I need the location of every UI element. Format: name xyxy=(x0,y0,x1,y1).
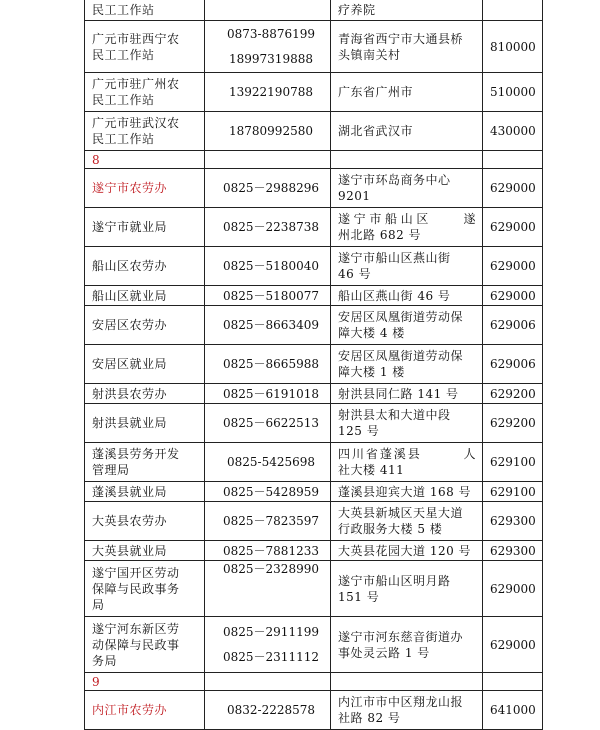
address-cell xyxy=(331,541,483,561)
phone-number: 0825－5180040 xyxy=(223,259,319,273)
office-name-cell xyxy=(85,691,205,730)
address-line: 社大楼 411 xyxy=(338,463,405,477)
address-line: 湖北省武汉市 xyxy=(338,124,414,138)
section-row xyxy=(85,151,543,169)
table-row xyxy=(85,286,543,306)
address-line: 遂宁市船山区 遂 xyxy=(338,212,476,226)
postal-code-cell: 629000 xyxy=(483,247,543,286)
address-cell xyxy=(331,617,483,673)
postal-code-cell: 430000 xyxy=(483,112,543,151)
address-line: 行政服务大楼 5 楼 xyxy=(338,522,443,536)
table-row xyxy=(85,541,543,561)
office-name-cell xyxy=(85,306,205,345)
empty-cell xyxy=(205,151,331,169)
phone-cell xyxy=(205,384,331,404)
address-cell xyxy=(331,345,483,384)
office-name-cell xyxy=(85,617,205,673)
address-line: 障大楼 1 楼 xyxy=(338,365,405,379)
phone-number: 0825－2988296 xyxy=(223,181,319,195)
address-line: 46 号 xyxy=(338,267,372,281)
table-row xyxy=(85,502,543,541)
postal-code-cell xyxy=(483,0,543,21)
address-cell xyxy=(331,691,483,730)
office-name-line: 民工工作站 xyxy=(92,132,155,146)
phone-number: 0825-5425698 xyxy=(226,455,316,469)
address-line: 四川省蓬溪县 人 xyxy=(338,447,476,461)
postal-code-cell: 629200 xyxy=(483,384,543,404)
postal-code-cell: 629000 xyxy=(483,617,543,673)
phone-number: 0832-2228578 xyxy=(226,703,316,717)
office-name-line: 民工工作站 xyxy=(92,93,155,107)
section-number: 8 xyxy=(85,151,205,169)
address-line: 射洪县同仁路 141 号 xyxy=(338,386,459,401)
phone-number: 0825－8663409 xyxy=(223,318,319,332)
postal-code-cell: 629000 xyxy=(483,561,543,617)
address-line: 9201 xyxy=(338,189,371,203)
phone-number: 0825－7823597 xyxy=(223,514,319,528)
postal-code-cell: 629100 xyxy=(483,443,543,482)
contact-directory-body xyxy=(85,0,543,730)
office-name-line: 射洪县农劳办 xyxy=(92,386,168,401)
table-row xyxy=(85,443,543,482)
address-line: 社路 82 号 xyxy=(338,711,401,725)
table-row xyxy=(85,306,543,345)
address-cell xyxy=(331,21,483,73)
office-name-cell xyxy=(85,286,205,306)
phone-cell xyxy=(205,73,331,112)
address-cell xyxy=(331,247,483,286)
phone-number: 0873-8876199 xyxy=(226,27,316,41)
address-line: 广东省广州市 xyxy=(338,85,414,99)
address-cell xyxy=(331,306,483,345)
phone-cell xyxy=(205,112,331,151)
empty-cell xyxy=(483,673,543,691)
office-name-line: 船山区农劳办 xyxy=(92,259,168,273)
address-line: 安居区凤凰街道劳动保 xyxy=(338,310,464,324)
phone-cell xyxy=(205,208,331,247)
address-line: 遂宁市船山区燕山街 xyxy=(338,251,451,265)
postal-code-cell: 641000 xyxy=(483,691,543,730)
office-name-cell xyxy=(85,482,205,502)
phone-number: 0825－8665988 xyxy=(223,357,319,371)
postal-code-cell: 629200 xyxy=(483,404,543,443)
phone-cell xyxy=(205,443,331,482)
phone-number: 0825－6622513 xyxy=(223,416,319,430)
office-name-line: 管理局 xyxy=(92,463,130,477)
address-line: 蓬溪县迎宾大道 168 号 xyxy=(338,484,472,499)
office-name-line: 遂宁市就业局 xyxy=(92,220,168,234)
office-name-line: 民工工作站 xyxy=(92,47,155,62)
office-name-line: 广元市驻武汉农 xyxy=(92,116,180,130)
phone-number: 18997319888 xyxy=(229,52,313,66)
address-cell xyxy=(331,112,483,151)
postal-code-cell: 510000 xyxy=(483,73,543,112)
address-cell xyxy=(331,404,483,443)
section-number: 9 xyxy=(85,673,205,691)
address-line: 安居区凤凰街道劳动保 xyxy=(338,349,464,363)
office-name-cell xyxy=(85,73,205,112)
address-cell xyxy=(331,384,483,404)
empty-cell xyxy=(205,673,331,691)
office-name-line: 大英县农劳办 xyxy=(92,514,168,528)
office-name-cell xyxy=(85,561,205,617)
address-cell xyxy=(331,443,483,482)
table-row xyxy=(85,617,543,673)
office-name-cell xyxy=(85,345,205,384)
office-name-line: 蓬溪县就业局 xyxy=(92,484,168,499)
empty-cell xyxy=(483,151,543,169)
phone-cell xyxy=(205,404,331,443)
office-name-line: 安居区就业局 xyxy=(92,357,168,371)
postal-code-cell: 629300 xyxy=(483,541,543,561)
phone-cell xyxy=(205,0,331,21)
postal-code-cell: 629000 xyxy=(483,286,543,306)
office-name-line: 射洪县就业局 xyxy=(92,416,168,430)
table-row xyxy=(85,384,543,404)
postal-code-cell: 810000 xyxy=(483,21,543,73)
address-cell xyxy=(331,482,483,502)
office-name-cell xyxy=(85,541,205,561)
address-line: 疗养院 xyxy=(338,3,376,17)
contact-directory-table xyxy=(84,0,543,730)
office-name-line: 船山区就业局 xyxy=(92,288,168,303)
phone-number: 0825－5428959 xyxy=(223,484,319,499)
office-name-cell xyxy=(85,404,205,443)
office-name-line: 大英县就业局 xyxy=(92,543,168,558)
office-name-line: 遂宁河东新区劳 xyxy=(92,621,180,636)
table-row xyxy=(85,73,543,112)
phone-cell xyxy=(205,541,331,561)
postal-code-cell: 629006 xyxy=(483,345,543,384)
table-row xyxy=(85,404,543,443)
address-line: 头镇南关村 xyxy=(338,47,401,62)
office-name-line: 动保障与民政事 xyxy=(92,637,180,652)
address-cell xyxy=(331,0,483,21)
address-cell xyxy=(331,286,483,306)
office-name-cell xyxy=(85,0,205,21)
phone-number: 13922190788 xyxy=(229,85,313,99)
office-name-cell xyxy=(85,169,205,208)
postal-code-cell: 629300 xyxy=(483,502,543,541)
office-name-cell xyxy=(85,384,205,404)
office-name-line: 保障与民政事务 xyxy=(92,581,180,596)
address-cell xyxy=(331,73,483,112)
table-row xyxy=(85,345,543,384)
table-row xyxy=(85,0,543,21)
table-row xyxy=(85,691,543,730)
section-row xyxy=(85,673,543,691)
address-line: 事处灵云路 1 号 xyxy=(338,645,430,660)
phone-cell xyxy=(205,502,331,541)
phone-number: 0825－6191018 xyxy=(223,386,319,401)
office-name-cell xyxy=(85,112,205,151)
table-row xyxy=(85,561,543,617)
address-line: 大英县花园大道 120 号 xyxy=(338,543,472,558)
office-name-cell xyxy=(85,247,205,286)
office-name-line: 蓬溪县劳务开发 xyxy=(92,447,180,461)
table-row xyxy=(85,208,543,247)
phone-number: 0825－2911199 xyxy=(223,625,319,639)
phone-number: 0825－2311112 xyxy=(223,650,319,664)
address-cell xyxy=(331,169,483,208)
phone-cell xyxy=(205,482,331,502)
phone-number: 0825－7881233 xyxy=(223,543,319,558)
office-name-line: 广元市驻西宁农 xyxy=(92,31,180,46)
address-line: 青海省西宁市大通县桥 xyxy=(338,31,464,46)
table-row xyxy=(85,21,543,73)
postal-code-cell: 629000 xyxy=(483,208,543,247)
office-name-line: 民工工作站 xyxy=(92,3,155,17)
phone-cell xyxy=(205,691,331,730)
address-cell xyxy=(331,561,483,617)
address-cell xyxy=(331,208,483,247)
address-line: 障大楼 4 楼 xyxy=(338,326,405,340)
empty-cell xyxy=(331,151,483,169)
office-name-cell xyxy=(85,502,205,541)
postal-code-cell: 629006 xyxy=(483,306,543,345)
address-line: 大英县新城区天星大道 xyxy=(338,506,464,520)
empty-cell xyxy=(331,673,483,691)
office-name-cell xyxy=(85,21,205,73)
postal-code-cell: 629100 xyxy=(483,482,543,502)
office-name-line: 局 xyxy=(92,597,105,612)
table-row xyxy=(85,482,543,502)
phone-number: 0825－2238738 xyxy=(223,220,319,234)
phone-number: 0825－5180077 xyxy=(223,288,319,303)
phone-cell xyxy=(205,247,331,286)
phone-cell xyxy=(205,169,331,208)
address-line: 遂宁市船山区明月路 xyxy=(338,573,451,588)
phone-cell xyxy=(205,345,331,384)
address-cell xyxy=(331,502,483,541)
office-name-line: 遂宁国开区劳动 xyxy=(92,565,180,580)
office-name-line: 内江市农劳办 xyxy=(92,703,168,717)
address-line: 125 号 xyxy=(338,424,380,438)
address-line: 船山区燕山街 46 号 xyxy=(338,288,451,303)
table-row xyxy=(85,112,543,151)
address-line: 遂宁市环岛商务中心 xyxy=(338,173,451,187)
table-row xyxy=(85,247,543,286)
address-line: 遂宁市河东慈音街道办 xyxy=(338,629,464,644)
address-line: 151 号 xyxy=(338,589,380,604)
phone-cell xyxy=(205,286,331,306)
phone-number: 0825－2328990 xyxy=(223,562,319,576)
office-name-line: 务局 xyxy=(92,653,118,668)
office-name-cell xyxy=(85,443,205,482)
office-name-line: 安居区农劳办 xyxy=(92,318,168,332)
phone-number: 18780992580 xyxy=(229,124,313,138)
address-line: 内江市市中区翔龙山报 xyxy=(338,695,464,709)
table-row xyxy=(85,169,543,208)
office-name-cell xyxy=(85,208,205,247)
phone-cell xyxy=(205,306,331,345)
postal-code-cell: 629000 xyxy=(483,169,543,208)
office-name-line: 广元市驻广州农 xyxy=(92,77,180,91)
phone-cell xyxy=(205,561,331,617)
phone-cell xyxy=(205,617,331,673)
phone-cell xyxy=(205,21,331,73)
office-name-line: 遂宁市农劳办 xyxy=(92,181,168,195)
address-line: 射洪县太和大道中段 xyxy=(338,408,451,422)
address-line: 州北路 682 号 xyxy=(338,228,422,242)
